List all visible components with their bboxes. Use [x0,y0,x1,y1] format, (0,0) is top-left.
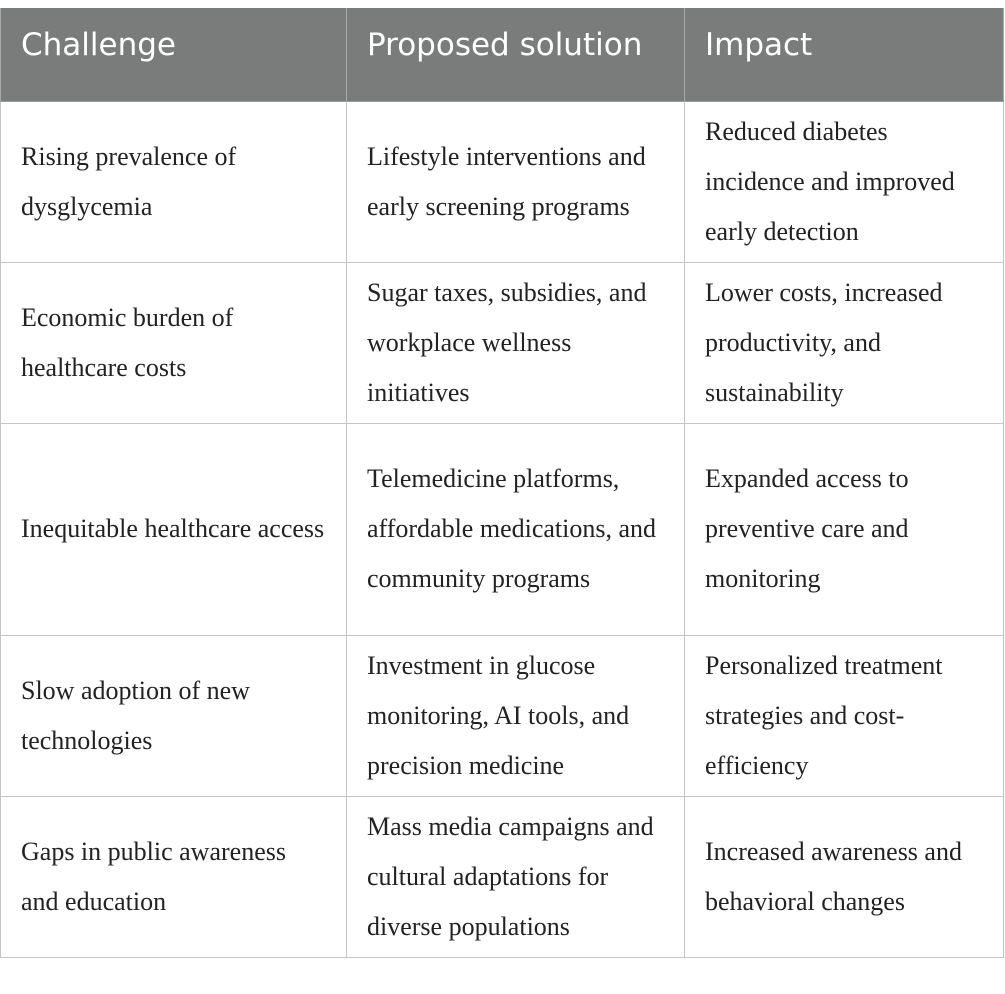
solution-cell: Mass media campaigns and cultural adaptations for diverse populations [347,796,685,957]
impact-cell: Expanded access to preventive care and monitoring [685,423,1004,635]
challenge-cell: Rising prevalence of dysglycemia [1,101,347,262]
header-challenge: Challenge [1,8,347,101]
impact-cell: Reduced diabetes incidence and improved early detection [685,101,1004,262]
challenge-cell: Inequitable healthcare access [1,423,347,635]
impact-cell: Lower costs, increased productivity, and sustainability [685,262,1004,423]
challenge-cell: Economic burden of healthcare costs [1,262,347,423]
header-row [1,8,1004,101]
header-impact: Impact [685,8,1004,101]
solution-cell: Lifestyle interventions and early screening programs [347,101,685,262]
table-row [1,796,1004,957]
solution-cell: Telemedicine platforms, affordable medications, and community programs [347,423,685,635]
challenge-cell: Slow adoption of new technologies [1,635,347,796]
challenges-table [0,8,1004,958]
table-row [1,101,1004,262]
table-row [1,423,1004,635]
table-body [1,101,1004,957]
table-row [1,635,1004,796]
table-row [1,262,1004,423]
impact-cell: Personalized treatment strategies and cost-efficiency [685,635,1004,796]
challenge-cell: Gaps in public awareness and education [1,796,347,957]
solution-cell: Sugar taxes, subsidies, and workplace wellness initiatives [347,262,685,423]
solution-cell: Investment in glucose monitoring, AI tools, and precision medicine [347,635,685,796]
impact-cell: Increased awareness and behavioral changes [685,796,1004,957]
table-header [1,8,1004,101]
header-proposed-solution: Proposed solution [347,8,685,101]
